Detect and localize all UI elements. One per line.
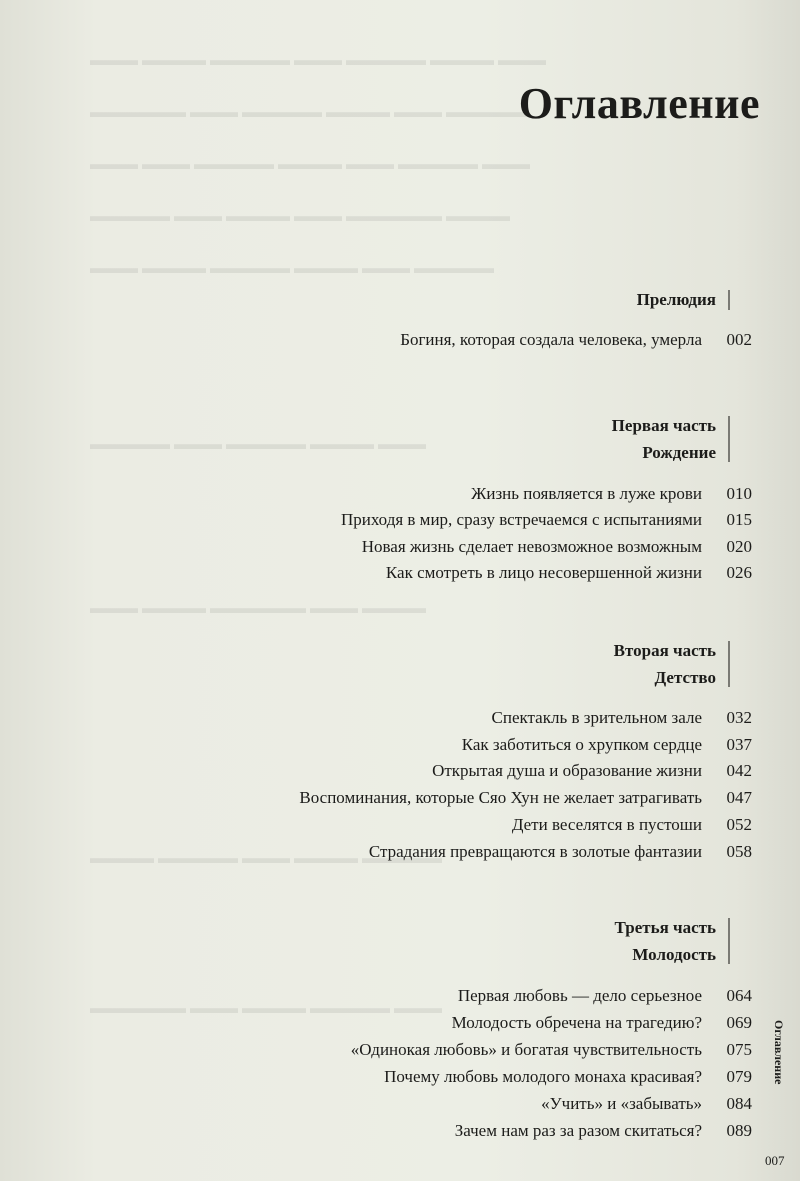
- toc-entry-title: Новая жизнь сделает невозможное возможным: [361, 537, 702, 556]
- section-heading: Третья часть: [614, 918, 716, 937]
- toc-entry[interactable]: [462, 735, 752, 755]
- section-marker: [728, 918, 730, 964]
- toc-entry-page: 037: [726, 735, 752, 754]
- toc-entry-title: Приходя в мир, сразу встречаемся с испытаниями: [340, 510, 702, 529]
- section-heading: Первая часть: [611, 416, 716, 435]
- bleed-through: ▬▬▬▬▬ ▬▬▬ ▬▬▬▬ ▬▬▬▬▬ ▬▬▬▬ ▬▬▬: [90, 260, 494, 277]
- toc-entry[interactable]: [512, 815, 752, 835]
- section-part2-heading: [614, 637, 716, 691]
- toc-entry-page: 002: [726, 330, 752, 349]
- toc-entry-title: Спектакль в зрительном зале: [491, 708, 702, 727]
- toc-entry[interactable]: [458, 986, 752, 1006]
- toc-entry-page: 020: [726, 537, 752, 556]
- toc-entry-title: Почему любовь молодого монаха красивая?: [384, 1067, 702, 1086]
- toc-entry-page: 047: [726, 788, 752, 807]
- section-marker: [728, 641, 730, 687]
- section-part1-heading: [612, 412, 716, 466]
- section-marker: [728, 416, 730, 462]
- toc-entry[interactable]: [400, 330, 752, 350]
- section-prelude-heading: [637, 286, 716, 313]
- toc-entry-title: Первая любовь — дело серьезное: [457, 986, 702, 1005]
- toc-entry[interactable]: [386, 563, 752, 583]
- toc-entry-page: 026: [726, 563, 752, 582]
- toc-entry[interactable]: [369, 842, 752, 862]
- bleed-through: ▬▬▬▬ ▬▬▬▬▬▬ ▬▬▬ ▬▬▬▬ ▬▬▬ ▬▬▬▬▬: [90, 208, 510, 225]
- toc-entry[interactable]: [299, 788, 752, 808]
- toc-entry-page: 058: [726, 842, 752, 861]
- toc-entry-title: Как смотреть в лицо несовершенной жизни: [385, 563, 702, 582]
- toc-entry-title: Как заботиться о хрупком сердце: [461, 735, 702, 754]
- toc-entry-page: 042: [726, 761, 752, 780]
- toc-entry[interactable]: [351, 1040, 752, 1060]
- toc-entry[interactable]: [432, 761, 752, 781]
- toc-entry-title: Открытая душа и образование жизни: [432, 761, 702, 780]
- section-heading: Прелюдия: [636, 290, 716, 309]
- bleed-through: ▬▬▬ ▬▬▬▬▬ ▬▬▬▬ ▬▬▬ ▬▬▬▬▬▬: [90, 1000, 442, 1017]
- toc-entry-title: Богиня, которая создала человека, умерла: [400, 330, 702, 349]
- bleed-through: ▬▬▬▬▬ ▬▬▬ ▬▬▬▬ ▬▬▬▬▬ ▬▬▬ ▬▬▬▬▬▬: [90, 104, 526, 121]
- toc-entry-page: 069: [726, 1013, 752, 1032]
- toc-entry-page: 084: [726, 1094, 752, 1113]
- toc-entry[interactable]: [384, 1067, 752, 1087]
- section-subheading: Рождение: [642, 443, 716, 462]
- toc-entry-page: 032: [726, 708, 752, 727]
- toc-entry[interactable]: [362, 537, 752, 557]
- section-part3-heading: [615, 914, 716, 968]
- toc-entry-page: 089: [726, 1121, 752, 1140]
- toc-entry-title: «Учить» и «забывать»: [541, 1094, 702, 1113]
- toc-entry-page: 079: [726, 1067, 752, 1086]
- toc-entry[interactable]: [452, 1013, 752, 1033]
- toc-entry-title: Молодость обречена на трагедию?: [451, 1013, 702, 1032]
- toc-entry[interactable]: [492, 708, 752, 728]
- toc-entry-title: Зачем нам раз за разом скитаться?: [454, 1121, 702, 1140]
- toc-entry[interactable]: [541, 1094, 752, 1114]
- bleed-through: ▬▬▬ ▬▬▬▬ ▬▬▬▬▬ ▬▬▬ ▬▬▬▬▬: [90, 436, 426, 453]
- bleed-through: ▬▬▬▬ ▬▬▬ ▬▬▬▬▬▬ ▬▬▬▬ ▬▬▬: [90, 600, 426, 617]
- toc-entry-title: Воспоминания, которые Сяо Хун не желает затрагивать: [299, 788, 702, 807]
- running-header: Оглавление: [772, 1020, 786, 1085]
- bleed-through: ▬▬▬ ▬▬▬▬▬ ▬▬▬ ▬▬▬▬ ▬▬▬▬▬ ▬▬▬ ▬▬▬: [90, 156, 530, 173]
- toc-entry-title: Жизнь появляется в луже крови: [471, 484, 702, 503]
- toc-entry-page: 052: [726, 815, 752, 834]
- bleed-through: ▬▬▬ ▬▬▬▬ ▬▬▬▬▬ ▬▬▬ ▬▬▬▬▬ ▬▬▬▬ ▬▬▬: [90, 52, 546, 69]
- toc-entry-page: 010: [726, 484, 752, 503]
- toc-entry[interactable]: [455, 1121, 752, 1141]
- toc-entry-page: 064: [726, 986, 752, 1005]
- toc-entry-title: Страдания превращаются в золотые фантазии: [368, 842, 702, 861]
- toc-entry[interactable]: [341, 510, 752, 530]
- bleed-through: ▬▬▬▬▬ ▬▬▬▬ ▬▬▬ ▬▬▬▬▬ ▬▬▬▬: [90, 850, 442, 867]
- section-heading: Вторая часть: [613, 641, 716, 660]
- toc-entry-title: «Одинокая любовь» и богатая чувствительность: [350, 1040, 702, 1059]
- page-title: Оглавление: [518, 79, 760, 128]
- section-marker: [728, 290, 730, 310]
- toc-entry-page: 015: [726, 510, 752, 529]
- section-subheading: Детство: [654, 668, 716, 687]
- page-number: 007: [765, 1153, 785, 1168]
- toc-entry[interactable]: [471, 484, 752, 504]
- toc-entry-page: 075: [726, 1040, 752, 1059]
- toc-entry-title: Дети веселятся в пустоши: [511, 815, 702, 834]
- section-subheading: Молодость: [632, 945, 716, 964]
